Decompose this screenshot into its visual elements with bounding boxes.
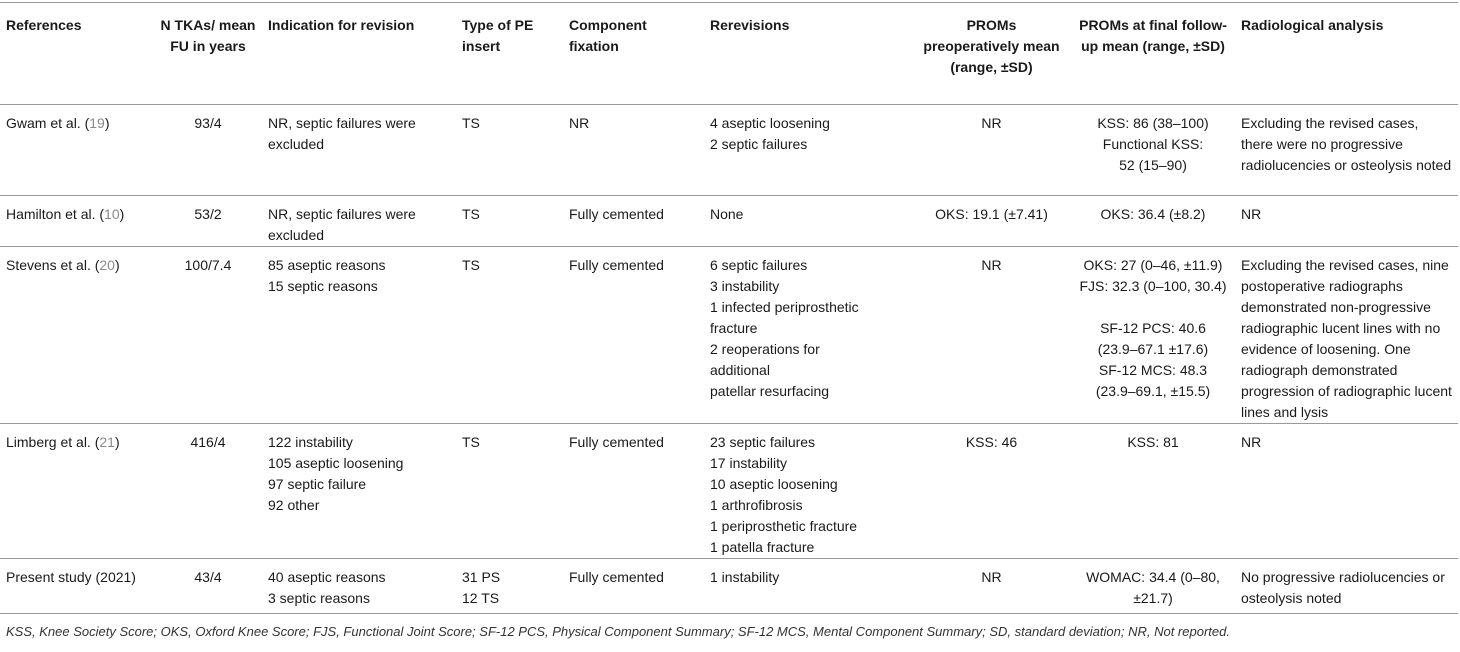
cell-proms-pre: NR xyxy=(912,105,1071,196)
citation-link[interactable]: 21 xyxy=(99,434,115,450)
cell-radiological: No progressive radiolucencies or osteolysis noted xyxy=(1235,559,1458,614)
header-row xyxy=(0,3,1458,105)
cell-radiological: Excluding the revised cases, nine postoperative radiographs demonstrated non-progressive radiographic lucent lines with no evidence of loosening. One radiograph demonstrated progression of radiographic lucent lines and lysis xyxy=(1235,247,1458,424)
header-proms-pre: PROMs preoperatively mean (range, ±SD) xyxy=(912,3,1071,105)
cell-proms-pre: NR xyxy=(912,559,1071,614)
cell-fixation: Fully cemented xyxy=(563,559,704,614)
cell-pe-insert: TS xyxy=(456,247,563,424)
header-rerevisions: Rerevisions xyxy=(704,3,912,105)
cell-fixation: Fully cemented xyxy=(563,247,704,424)
citation-link[interactable]: 19 xyxy=(89,115,105,131)
cell-pe-insert: 31 PS 12 TS xyxy=(456,559,563,614)
cell-n-fu: 43/4 xyxy=(154,559,262,614)
cell-proms-final: KSS: 86 (38–100) Functional KSS: 52 (15–90) xyxy=(1071,105,1235,196)
citation-link[interactable]: 10 xyxy=(104,206,120,222)
cell-n-fu: 93/4 xyxy=(154,105,262,196)
table-row xyxy=(0,247,1458,424)
header-radiological: Radiological analysis xyxy=(1235,3,1458,105)
citation-link[interactable]: 20 xyxy=(99,257,115,273)
cell-reference: Hamilton et al. (10) xyxy=(0,196,154,247)
cell-radiological: Excluding the revised cases, there were no progressive radiolucencies or osteolysis noted xyxy=(1235,105,1458,196)
cell-proms-pre: OKS: 19.1 (±7.41) xyxy=(912,196,1071,247)
header-fixation: Component fixation xyxy=(563,3,704,105)
header-references: References xyxy=(0,3,154,105)
cell-n-fu: 100/7.4 xyxy=(154,247,262,424)
cell-fixation: NR xyxy=(563,105,704,196)
table-footnote: KSS, Knee Society Score; OKS, Oxford Knee Score; FJS, Functional Joint Score; SF-12 PCS, Physical Component Summary; SF-12 MCS, Mental Component Summary; SD, standard deviation; NR, Not reported. xyxy=(6,624,1230,639)
table-row xyxy=(0,424,1458,559)
cell-indication: 122 instability 105 aseptic loosening 97 septic failure 92 other xyxy=(262,424,456,559)
cell-proms-final: OKS: 36.4 (±8.2) xyxy=(1071,196,1235,247)
cell-proms-pre: NR xyxy=(912,247,1071,424)
cell-indication: NR, septic failures were excluded xyxy=(262,196,456,247)
cell-rerevisions: 6 septic failures 3 instability 1 infected periprosthetic fracture 2 reoperations for additional patellar resurfacing xyxy=(704,247,912,424)
header-pe-insert: Type of PE insert xyxy=(456,3,563,105)
cell-radiological: NR xyxy=(1235,196,1458,247)
header-indication: Indication for revision xyxy=(262,3,456,105)
table-row xyxy=(0,196,1458,247)
cell-indication: 40 aseptic reasons 3 septic reasons xyxy=(262,559,456,614)
table-row xyxy=(0,105,1458,196)
cell-reference: Present study (2021) xyxy=(0,559,154,614)
cell-reference: Gwam et al. (19) xyxy=(0,105,154,196)
cell-fixation: Fully cemented xyxy=(563,424,704,559)
cell-n-fu: 53/2 xyxy=(154,196,262,247)
cell-reference: Stevens et al. (20) xyxy=(0,247,154,424)
cell-rerevisions: 4 aseptic loosening 2 septic failures xyxy=(704,105,912,196)
cell-proms-final: WOMAC: 34.4 (0–80, ±21.7) xyxy=(1071,559,1235,614)
cell-pe-insert: TS xyxy=(456,105,563,196)
cell-proms-final: OKS: 27 (0–46, ±11.9) FJS: 32.3 (0–100, 30.4) SF-12 PCS: 40.6 (23.9–67.1 ±17.6) SF-12 MCS: 48.3 (23.9–69.1, ±15.5) xyxy=(1071,247,1235,424)
cell-pe-insert: TS xyxy=(456,196,563,247)
cell-proms-pre: KSS: 46 xyxy=(912,424,1071,559)
cell-indication: NR, septic failures were excluded xyxy=(262,105,456,196)
cell-reference: Limberg et al. (21) xyxy=(0,424,154,559)
header-n-tkas: N TKAs/ mean FU in years xyxy=(154,3,262,105)
cell-radiological: NR xyxy=(1235,424,1458,559)
comparison-table xyxy=(0,2,1458,614)
cell-fixation: Fully cemented xyxy=(563,196,704,247)
cell-rerevisions: 1 instability xyxy=(704,559,912,614)
cell-indication: 85 aseptic reasons 15 septic reasons xyxy=(262,247,456,424)
table-row xyxy=(0,559,1458,614)
cell-pe-insert: TS xyxy=(456,424,563,559)
cell-rerevisions: 23 septic failures 17 instability 10 aseptic loosening 1 arthrofibrosis 1 periprosthetic fracture 1 patella fracture xyxy=(704,424,912,559)
cell-proms-final: KSS: 81 xyxy=(1071,424,1235,559)
cell-rerevisions: None xyxy=(704,196,912,247)
header-proms-final: PROMs at final follow-up mean (range, ±SD) xyxy=(1071,3,1235,105)
cell-n-fu: 416/4 xyxy=(154,424,262,559)
